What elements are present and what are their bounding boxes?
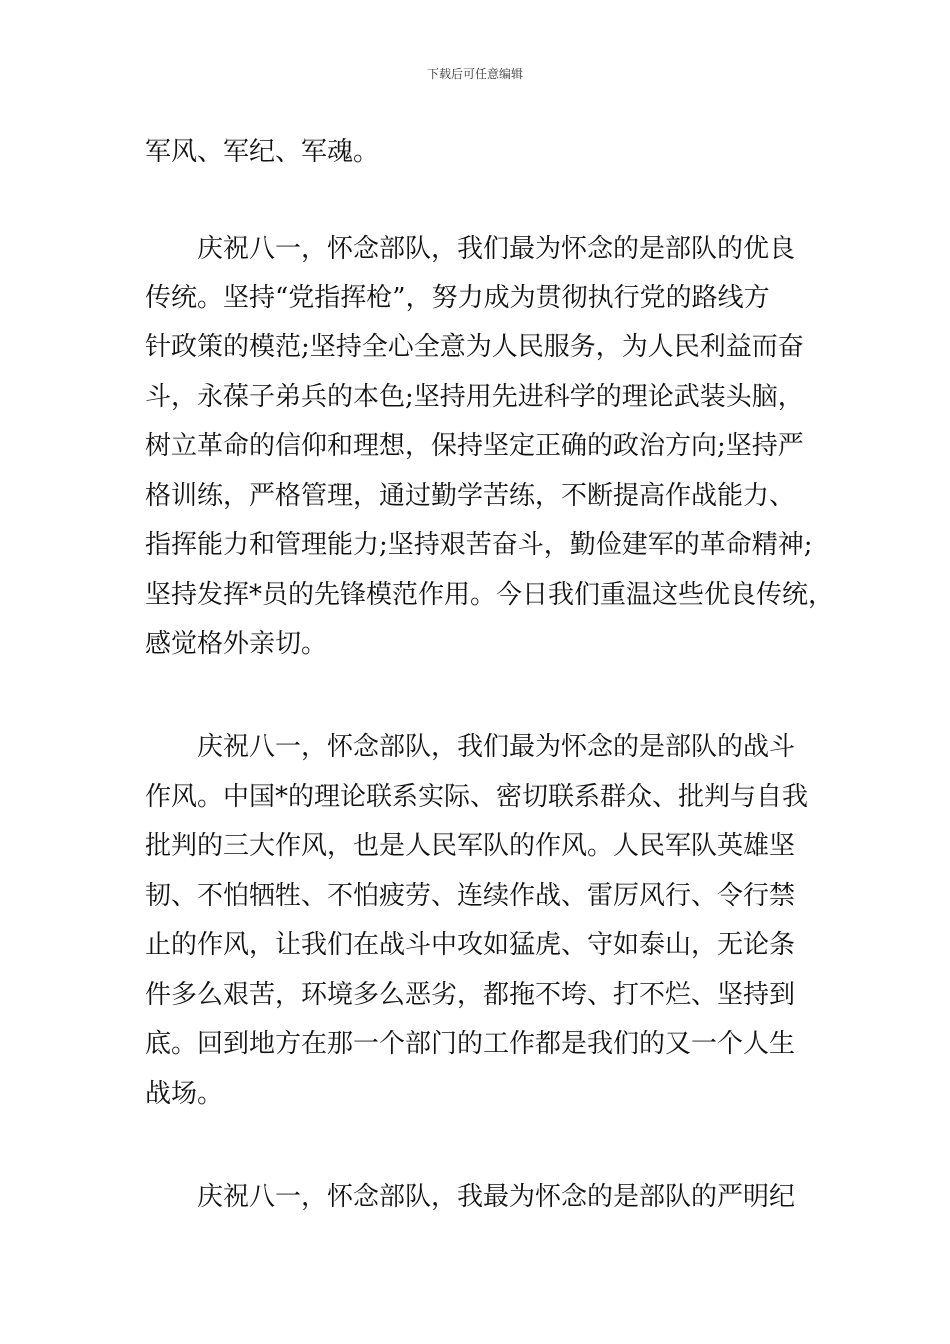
paragraph-3-line-5: 止的作风，让我们在战斗中攻如猛虎、守如泰山，无论条: [145, 930, 796, 960]
paragraph-2-line-6: 格训练，严格管理，通过勤学苦练，不断提高作战能力、: [145, 481, 796, 511]
paragraph-3-line-4: 韧、不怕牺牲、不怕疲劳、连续作战、雷厉风行、令行禁: [145, 881, 796, 911]
paragraph-2-line-1: 庆祝八一，怀念部队，我们最为怀念的是部队的优良: [197, 234, 796, 264]
paragraph-2-line-7: 指挥能力和管理能力;坚持艰苦奋斗，勤俭建军的革命精神;: [145, 530, 813, 560]
paragraph-3-line-2: 作风。中国*的理论联系实际、密切联系群众、批判与自我: [145, 782, 809, 812]
page-header: 下载后可任意编辑: [426, 67, 523, 81]
paragraph-3-line-7: 底。回到地方在那一个部门的工作都是我们的又一个人生: [145, 1029, 796, 1059]
paragraph-2-line-4: 斗，永葆子弟兵的本色;坚持用先进科学的理论武装头脑，: [145, 382, 804, 412]
paragraph-4-line-1: 庆祝八一，怀念部队，我最为怀念的是部队的严明纪: [197, 1182, 796, 1212]
paragraph-2-line-3: 针政策的模范;坚持全心全意为人民服务，为人民利益而奋: [145, 332, 804, 362]
paragraph-1-line-1: 军风、军纪、军魂。: [145, 137, 380, 167]
paragraph-2-line-5: 树立革命的信仰和理想，保持坚定正确的政治方向;坚持严: [145, 431, 804, 461]
paragraph-2-line-8: 坚持发挥*员的先锋模范作用。今日我们重温这些优良传统，: [145, 580, 835, 610]
paragraph-2-line-2: 传统。坚持“党指挥枪”，努力成为贯彻执行党的路线方: [145, 283, 770, 313]
paragraph-3-line-3: 批判的三大作风，也是人民军队的作风。人民军队英雄坚: [145, 831, 796, 861]
paragraph-2-line-9: 感觉格外亲切。: [145, 629, 328, 659]
paragraph-3-line-6: 件多么艰苦，环境多么恶劣，都拖不垮、打不烂、坚持到: [145, 980, 796, 1010]
paragraph-3-line-1: 庆祝八一，怀念部队，我们最为怀念的是部队的战斗: [197, 732, 796, 762]
paragraph-3-line-8: 战场。: [145, 1079, 224, 1109]
